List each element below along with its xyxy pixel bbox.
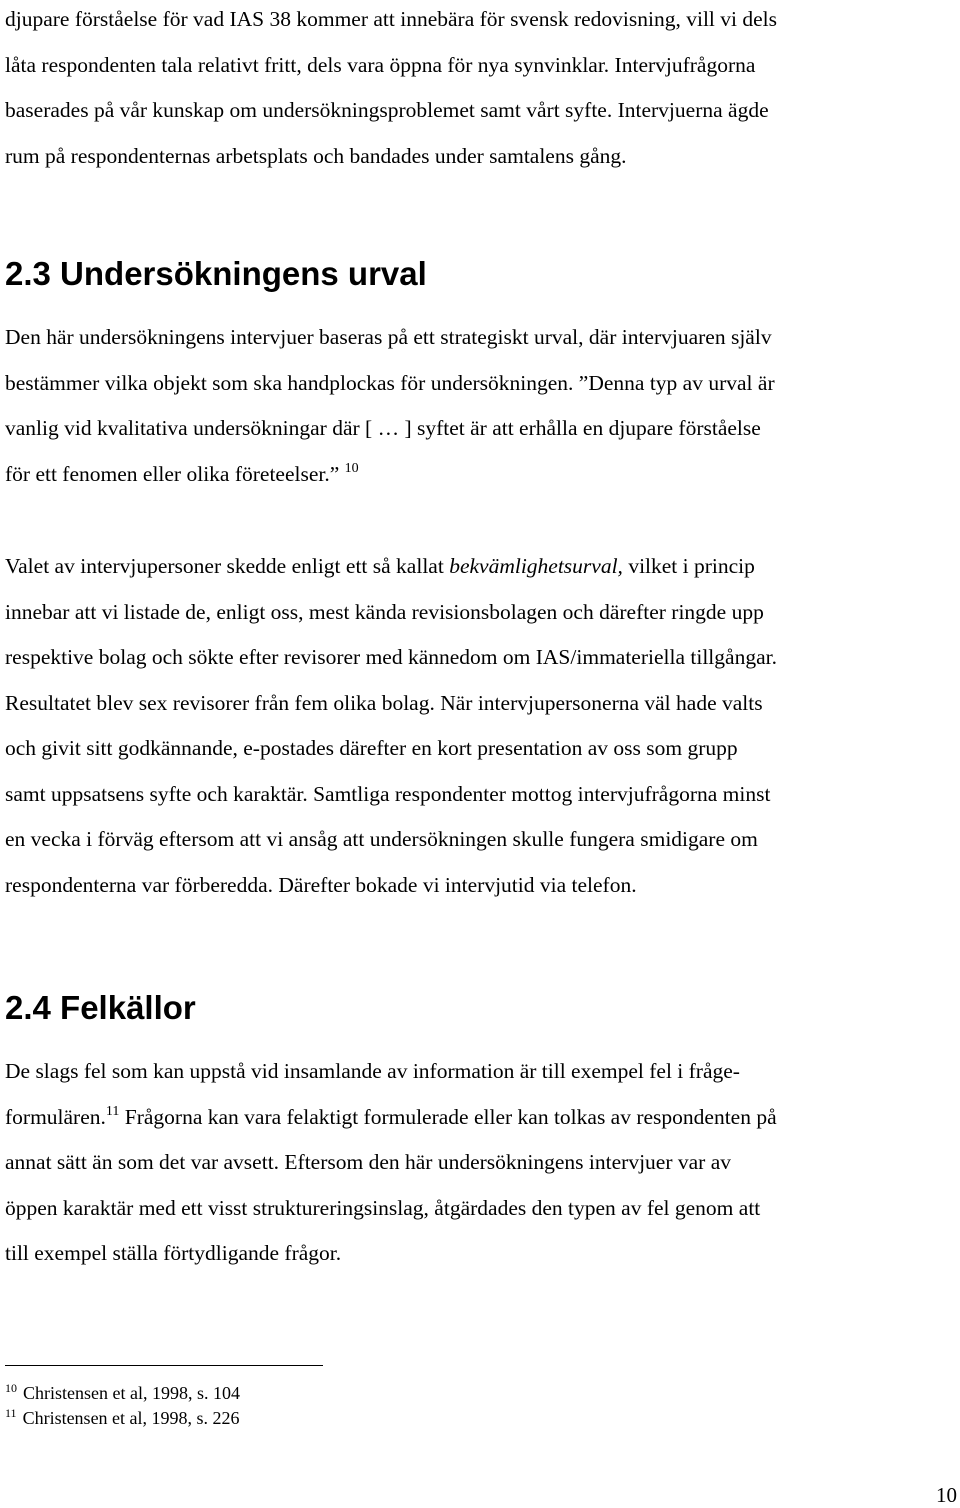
- felkallor-paragraph: [5, 1049, 957, 1277]
- urval-p2-line-3: respektive bolag och sökte efter revisorer med kännedom om IAS/immateriella tillgångar.: [5, 645, 777, 669]
- felkallor-line-2-pre: formulären.: [5, 1104, 106, 1129]
- section-heading-2-3: 2.3 Undersökningens urval: [5, 255, 427, 292]
- urval-p2-line-1: [5, 544, 957, 590]
- page-number: 10: [936, 1483, 957, 1507]
- urval-paragraph-1: [5, 315, 957, 497]
- urval-p1-line-1: Den här undersökningens intervjuer baseras på ett strategiskt urval, där intervjuaren själv: [5, 325, 772, 349]
- urval-p2-line-5: och givit sitt godkännande, e-postades därefter en kort presentation av oss som grupp: [5, 736, 738, 760]
- urval-p2-line-1-pre: Valet av intervjupersoner skedde enligt ett så kallat: [5, 554, 450, 578]
- urval-p1-line-2: bestämmer vilka objekt som ska handplockas för undersökningen. ”Denna typ av urval är: [5, 370, 775, 395]
- footnote-10: [5, 1381, 240, 1405]
- intro-paragraph: [5, 0, 957, 179]
- felkallor-line-2: [5, 1095, 957, 1141]
- footnote-11: [5, 1406, 240, 1430]
- intro-line-3: baserades på vår kunskap om undersökningsproblemet samt vårt syfte. Intervjuerna ägde: [5, 98, 769, 122]
- urval-p2-line-4: Resultatet blev sex revisorer från fem olika bolag. När intervjupersonerna väl hade valts: [5, 690, 763, 715]
- urval-term-bekvamlighetsurval: bekvämlighetsurval,: [449, 554, 623, 578]
- urval-p1-line-3: vanlig vid kvalitativa undersökningar där [ … ] syftet är att erhålla en djupare förståelse: [5, 416, 761, 440]
- section-heading-2-4: 2.4 Felkällor: [5, 989, 196, 1026]
- footnote-11-text: Christensen et al, 1998, s. 226: [22, 1408, 240, 1428]
- felkallor-line-2-post: Frågorna kan vara felaktigt formulerade eller kan tolkas av respondenten på: [119, 1104, 777, 1129]
- footnote-divider: [5, 1365, 323, 1366]
- footnote-11-number: 11: [5, 1406, 17, 1420]
- felkallor-line-5: till exempel ställa förtydligande frågor.: [5, 1241, 342, 1265]
- urval-p2-line-7: en vecka i förväg eftersom att vi ansåg att undersökningen skulle fungera smidigare om: [5, 827, 758, 851]
- urval-p2-line-6: samt uppsatsens syfte och karaktär. Samtliga respondenter mottog intervjufrågorna minst: [5, 781, 771, 806]
- footnote-10-number: 10: [5, 1381, 17, 1395]
- urval-paragraph-2: [5, 544, 957, 908]
- urval-p2-line-1-post: vilket i princip: [622, 554, 755, 578]
- footnote-10-text: Christensen et al, 1998, s. 104: [23, 1383, 240, 1403]
- felkallor-line-1: De slags fel som kan uppstå vid insamlande av information är till exempel fel i fråge-: [5, 1059, 740, 1083]
- felkallor-line-3: annat sätt än som det var avsett. Eftersom den här undersökningens intervjuer var av: [5, 1150, 731, 1174]
- intro-line-1: djupare förståelse för vad IAS 38 kommer att innebära för svensk redovisning, vill vi dels: [5, 7, 778, 31]
- footnote-ref-10[interactable]: 10: [344, 460, 359, 476]
- urval-p1-line-4: [5, 452, 957, 498]
- footnote-ref-11[interactable]: 11: [105, 1103, 120, 1119]
- urval-p2-line-2: innebar att vi listade de, enligt oss, mest kända revisionsbolagen och därefter ringde upp: [5, 599, 764, 624]
- intro-line-4: rum på respondenternas arbetsplats och bandades under samtalens gång.: [5, 143, 627, 168]
- intro-line-2: låta respondenten tala relativt fritt, dels vara öppna för nya synvinklar. Intervjufrågorna: [5, 52, 756, 77]
- urval-p2-line-8: respondenterna var förberedda. Därefter bokade vi intervjutid via telefon.: [5, 872, 637, 897]
- urval-p1-line-4-text: för ett fenomen eller olika företeelser.”: [5, 461, 340, 486]
- felkallor-line-4: öppen karaktär med ett visst struktureringsinslag, åtgärdades den typen av fel genom att: [5, 1195, 761, 1220]
